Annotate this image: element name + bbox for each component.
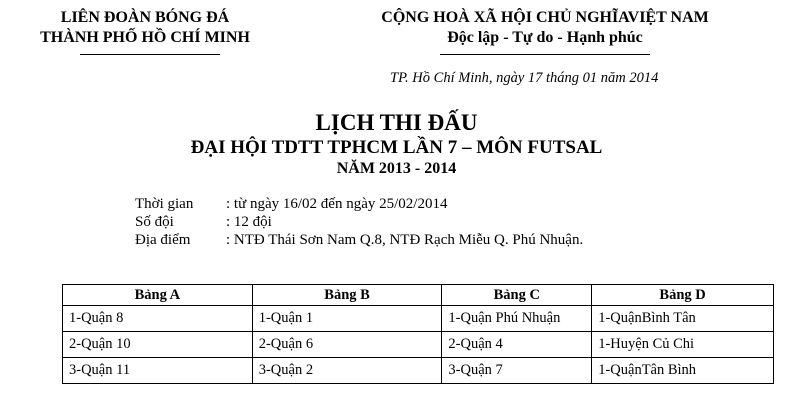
group-a-header: Bảng A xyxy=(63,285,253,306)
table-cell: 1-QuậnTân Bình xyxy=(592,358,774,384)
time-value: : từ ngày 16/02 đến ngày 25/02/2014 xyxy=(226,196,448,212)
table-cell: 2-Quận 4 xyxy=(442,332,592,358)
table-cell: 1-QuậnBình Tân xyxy=(592,306,774,332)
table-row xyxy=(63,332,774,358)
table-header-row xyxy=(63,285,774,306)
table-row xyxy=(63,358,774,384)
table-cell: 1-Huyện Củ Chi xyxy=(592,332,774,358)
groups-table xyxy=(62,284,774,384)
table-cell: 3-Quận 2 xyxy=(252,358,442,384)
federation-name-line2: THÀNH PHỐ HỒ CHÍ MINH xyxy=(40,29,250,46)
table-row xyxy=(63,306,774,332)
document-subtitle: ĐẠI HỘI TDTT TPHCM LẦN 7 – MÔN FUTSAL xyxy=(190,137,603,158)
left-header-rule xyxy=(80,54,220,55)
motto: Độc lập - Tự do - Hạnh phúc xyxy=(447,29,643,46)
federation-name-line1: LIÊN ĐOÀN BÓNG ĐÁ xyxy=(60,9,230,26)
group-d-header: Bảng D xyxy=(592,285,774,306)
table-cell: 2-Quận 10 xyxy=(63,332,253,358)
republic-name: CỘNG HOÀ XÃ HỘI CHỦ NGHĨAVIỆT NAM xyxy=(381,9,709,26)
table-cell: 3-Quận 7 xyxy=(442,358,592,384)
group-b-header: Bảng B xyxy=(252,285,442,306)
right-header-rule xyxy=(440,54,650,55)
group-c-header: Bảng C xyxy=(442,285,592,306)
document-title: LỊCH THI ĐẤU xyxy=(315,110,478,135)
teams-value: : 12 đội xyxy=(226,214,272,230)
venue-value: : NTĐ Thái Sơn Nam Q.8, NTĐ Rạch Miễu Q. Phú Nhuận. xyxy=(226,232,584,248)
national-motto-header xyxy=(340,8,750,48)
table-cell: 3-Quận 11 xyxy=(63,358,253,384)
table-cell: 1-Quận Phú Nhuận xyxy=(442,306,592,332)
table-cell: 1-Quận 8 xyxy=(63,306,253,332)
venue-label: Địa điểm xyxy=(135,232,191,248)
document-year: NĂM 2013 - 2014 xyxy=(336,160,457,177)
federation-header xyxy=(40,8,250,48)
table-cell: 2-Quận 6 xyxy=(252,332,442,358)
teams-label: Số đội xyxy=(135,214,174,230)
table-cell: 1-Quận 1 xyxy=(252,306,442,332)
dateline: TP. Hồ Chí Minh, ngày 17 tháng 01 năm 2014 xyxy=(390,70,659,86)
time-label: Thời gian xyxy=(135,196,194,212)
